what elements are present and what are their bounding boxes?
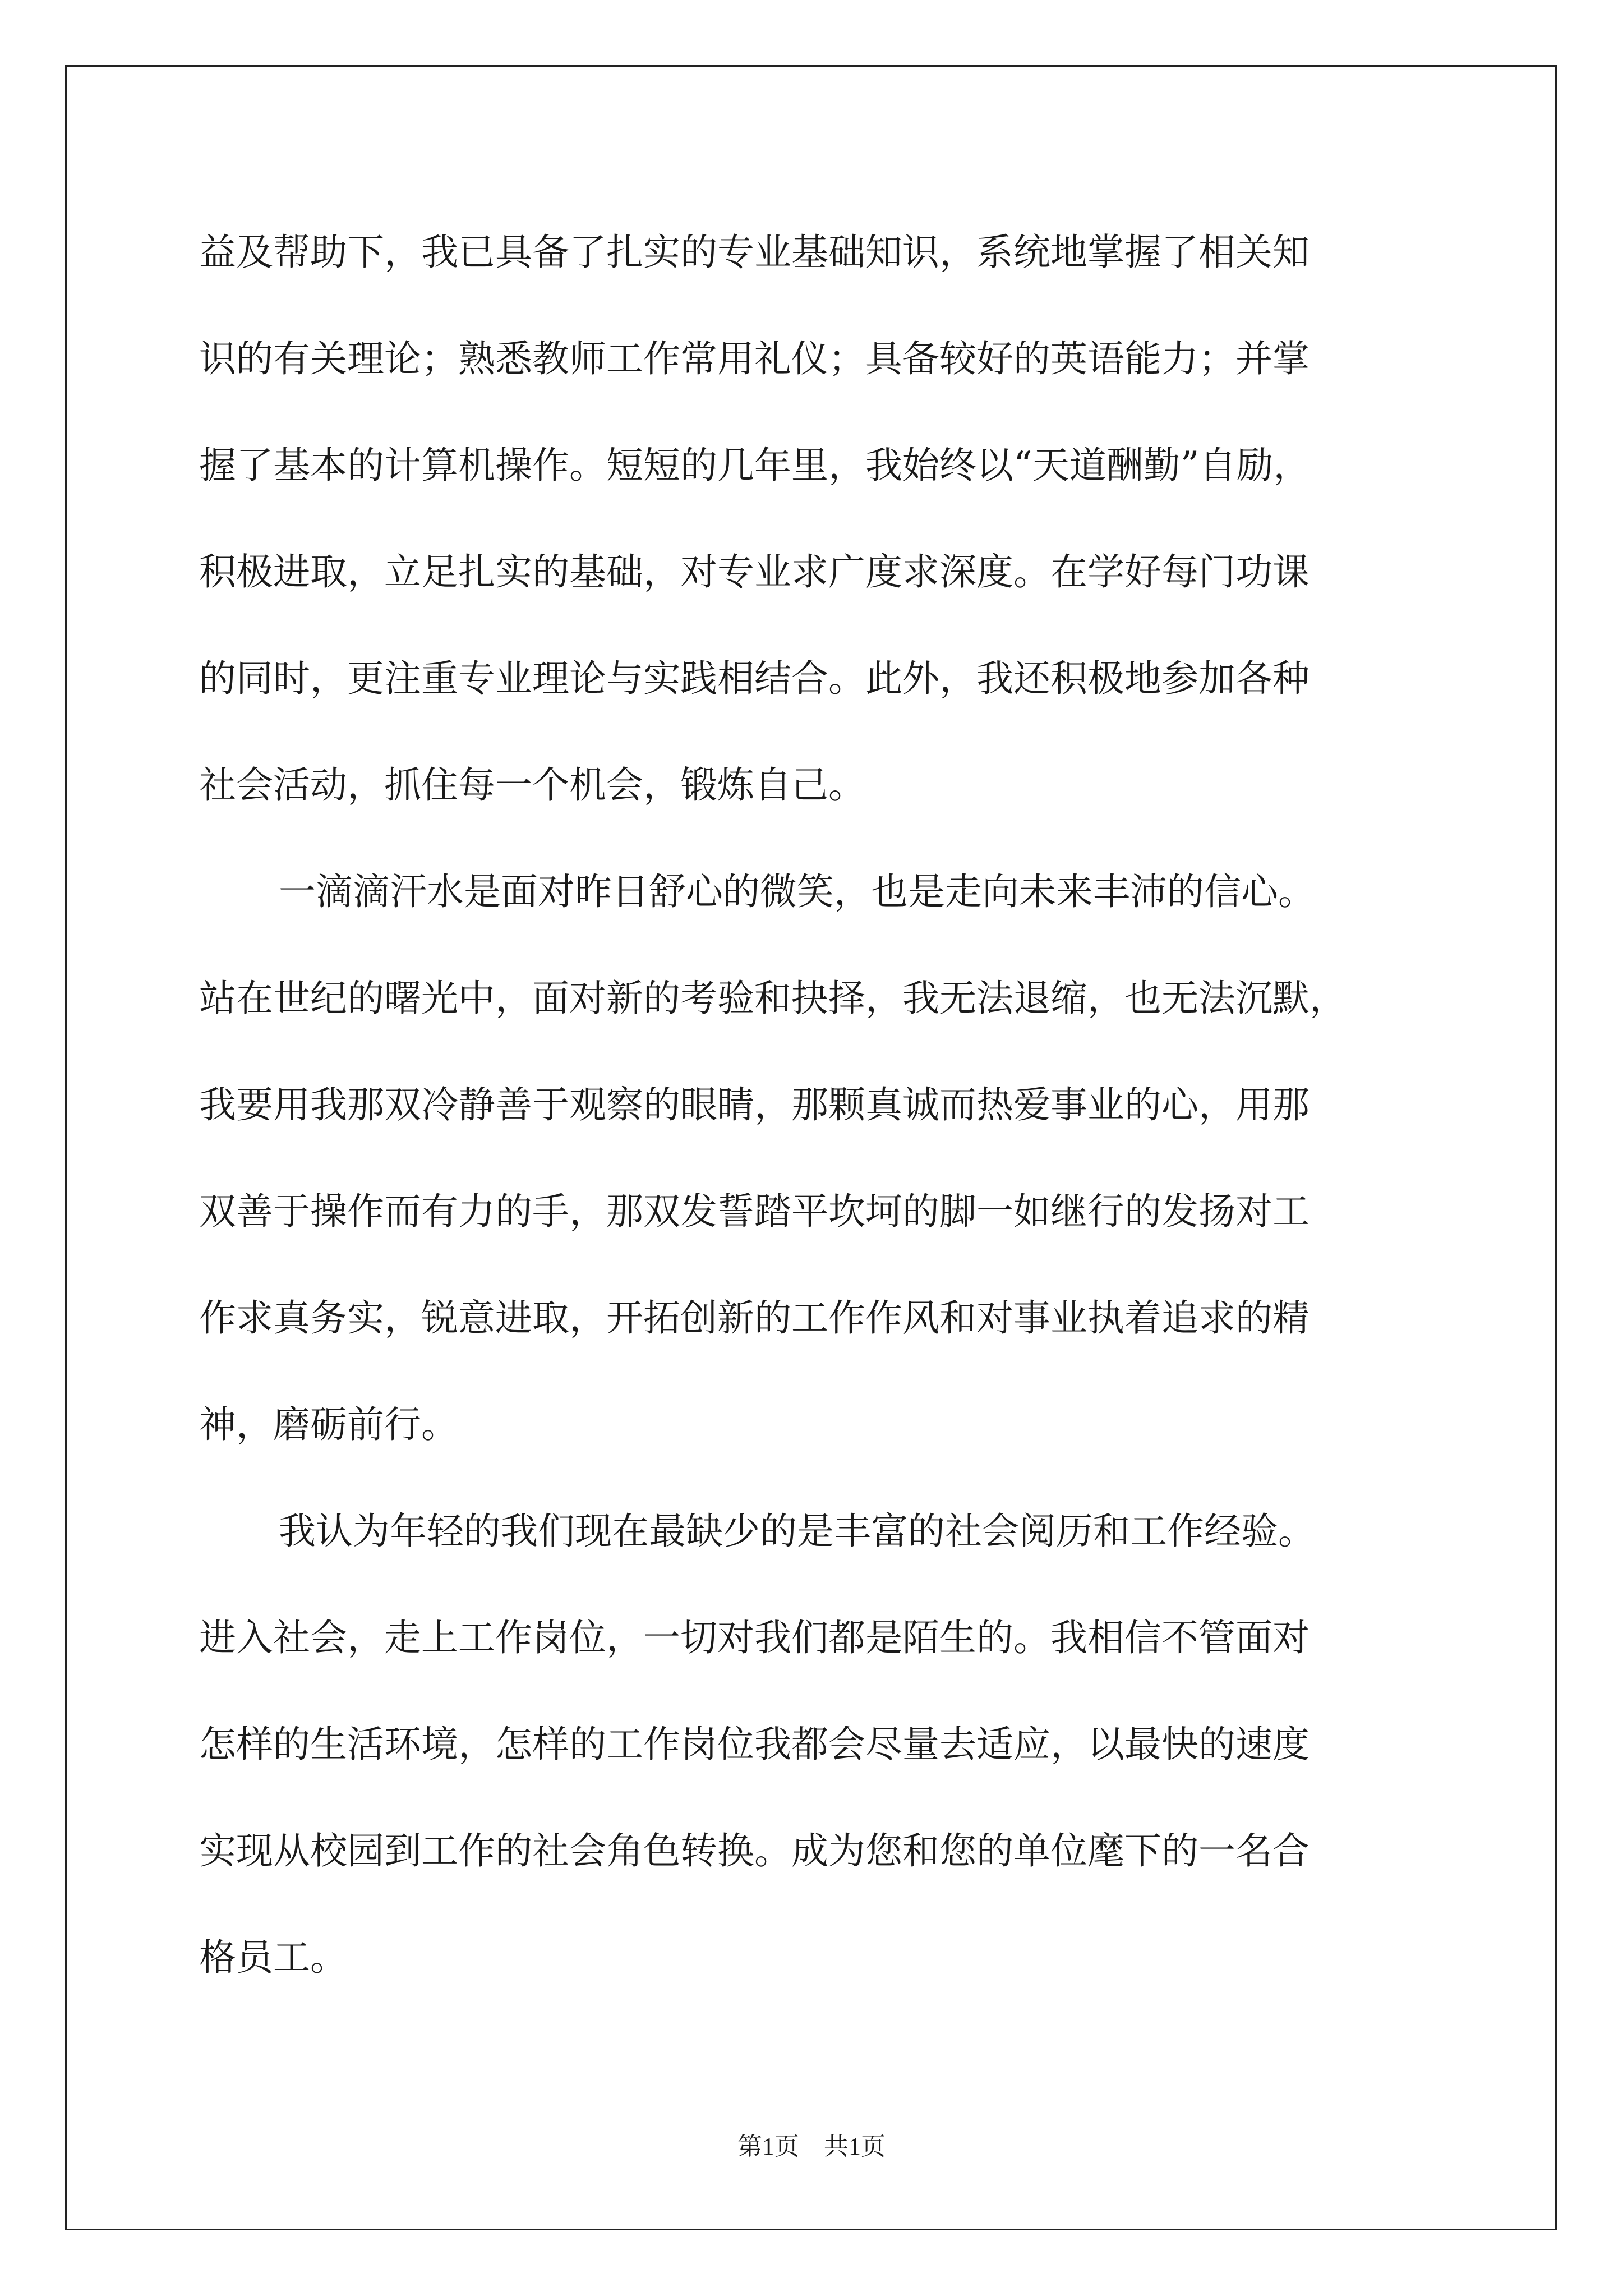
- page-footer: [0, 2126, 1623, 2162]
- text-line: 一滴滴汗水是面对昨日舒心的微笑，也是走向未来丰沛的信心。: [279, 870, 1315, 913]
- page-number-label: 第1页 共1页: [737, 2133, 886, 2160]
- text-line: 我要用我那双冷静善于观察的眼睛，那颗真诚而热爱事业的心，用那: [199, 1083, 1310, 1126]
- text-line: 进入社会，走上工作岗位，一切对我们都是陌生的。我相信不管面对: [199, 1616, 1310, 1659]
- text-line: 作求真务实，锐意进取，开拓创新的工作作风和对事业执着追求的精: [199, 1296, 1310, 1340]
- text-line: 双善于操作而有力的手，那双发誓踏平坎坷的脚一如继行的发扬对工: [199, 1190, 1310, 1233]
- text-line: 实现从校园到工作的社会角色转换。成为您和您的单位麾下的一名合: [199, 1829, 1310, 1872]
- document-body: [199, 199, 1467, 2011]
- text-line: 识的有关理论；熟悉教师工作常用礼仪；具备较好的英语能力；并掌: [199, 337, 1310, 380]
- text-line: 益及帮助下，我已具备了扎实的专业基础知识，系统地掌握了相关知: [199, 231, 1310, 274]
- text-line: 积极进取，立足扎实的基础，对专业求广度求深度。在学好每门功课: [199, 550, 1310, 593]
- paragraph-2: [199, 839, 1467, 1478]
- paragraph-1: [199, 199, 1467, 839]
- text-line: 怎样的生活环境，怎样的工作岗位我都会尽量去适应，以最快的速度: [199, 1723, 1310, 1766]
- text-line: 神，磨砺前行。: [199, 1403, 458, 1446]
- text-line: 的同时，更注重专业理论与实践相结合。此外，我还积极地参加各种: [199, 657, 1310, 700]
- paragraph-3: [199, 1478, 1467, 2011]
- text-line: 格员工。: [199, 1936, 347, 1979]
- text-line: 站在世纪的曙光中，面对新的考验和抉择，我无法退缩，也无法沉默，: [199, 977, 1347, 1020]
- text-line: 我认为年轻的我们现在最缺少的是丰富的社会阅历和工作经验。: [279, 1510, 1315, 1553]
- text-line: 握了基本的计算机操作。短短的几年里，我始终以“天道酬勤”自励，: [199, 444, 1311, 487]
- text-line: 社会活动，抓住每一个机会，锻炼自己。: [199, 763, 865, 807]
